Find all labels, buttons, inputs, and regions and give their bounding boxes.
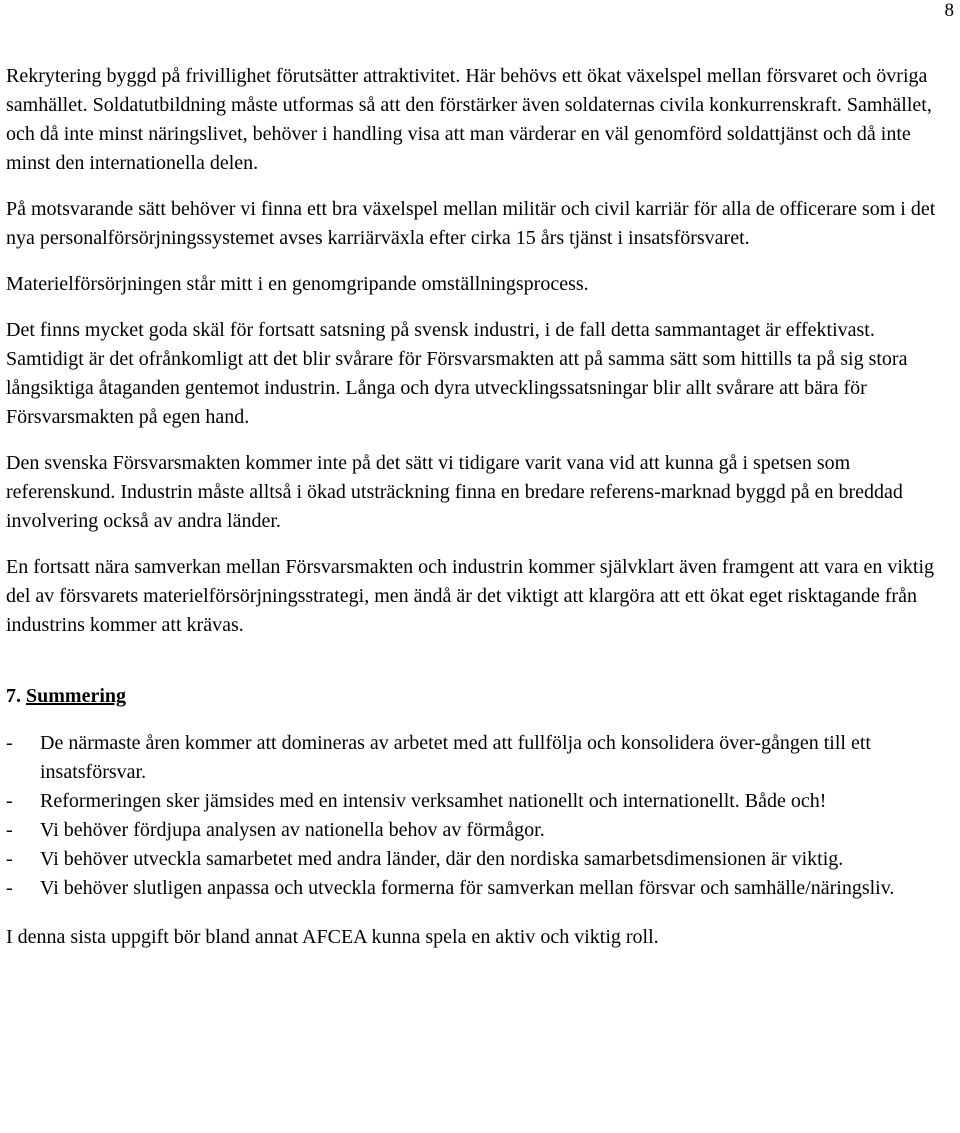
dash-marker: - xyxy=(6,790,13,812)
paragraph-closing: I denna sista uppgift bör bland annat AFCEA kunna spela en aktiv och viktig roll. xyxy=(6,926,659,948)
dash-marker: - xyxy=(6,877,13,899)
document-body xyxy=(6,62,954,969)
list-item-text: Vi behöver slutligen anpassa och utveckla formerna för samverkan mellan försvar och samhälle/näringsliv. xyxy=(40,877,895,899)
page-number: 8 xyxy=(944,0,954,21)
list-item xyxy=(6,787,954,816)
dash-marker: - xyxy=(6,819,13,841)
paragraph-recruitment: Rekrytering byggd på frivillighet förutsätter attraktivitet. Här behövs ett ökat växelspel mellan försvaret och övriga samhället. Soldatutbildning måste utformas så att den förstärker även soldaternas civila konkurrenskraft. Samhället, och då inte minst näringslivet, behöver i handling visa att man värderar en väl genomförd soldattjänst och då inte minst den internationella delen. xyxy=(6,65,932,174)
list-item xyxy=(6,874,954,903)
list-item-text: Vi behöver fördjupa analysen av nationella behov av förmågor. xyxy=(40,819,545,841)
paragraph-industry: Det finns mycket goda skäl för fortsatt satsning på svensk industri, i de fall detta sammantaget är effektivast. Samtidigt är det ofrånkomligt att det blir svårare för Försvarsmakten att på samma sätt som hittills ta på sig stora långsiktiga åtaganden gentemot industrin. Långa och dyra utvecklingssatsningar blir allt svårare att bära för Försvarsmakten på egen hand. xyxy=(6,319,908,428)
list-item xyxy=(6,729,954,787)
list-item-text: De närmaste åren kommer att domineras av arbetet med att fullfölja och konsolidera över-gången till ett insatsförsvar. xyxy=(40,732,871,783)
section-title: Summering xyxy=(26,685,126,707)
paragraph-career: På motsvarande sätt behöver vi finna ett bra växelspel mellan militär och civil karriär för alla de officerare som i det nya personalförsörjningssystemet avses karriärväxla efter cirka 15 års tjänst i insatsförsvaret. xyxy=(6,198,936,249)
paragraph-cooperation: En fortsatt nära samverkan mellan Försvarsmakten och industrin kommer självklart även framgent att vara en viktig del av försvarets materielförsörjningsstrategi, men ändå är det viktigt att klargöra att ett ökat eget risktagande från industrins kommer att krävas. xyxy=(6,556,935,636)
list-item xyxy=(6,816,954,845)
paragraph-reference-customer: Den svenska Försvarsmakten kommer inte på det sätt vi tidigare varit vana vid att kunna gå i spetsen som referenskund. Industrin måste alltså i ökad utsträckning finna en bredare referens-marknad byggd på en breddad involvering också av andra länder. xyxy=(6,452,903,532)
section-number: 7. xyxy=(6,685,21,707)
list-item xyxy=(6,845,954,874)
paragraph-materiel: Materielförsörjningen står mitt i en genomgripande omställningsprocess. xyxy=(6,273,589,295)
section-heading xyxy=(6,682,954,711)
summary-list xyxy=(6,729,954,903)
list-item-text: Vi behöver utveckla samarbetet med andra länder, där den nordiska samarbetsdimensionen är viktig. xyxy=(40,848,844,870)
dash-marker: - xyxy=(6,732,13,754)
list-item-text: Reformeringen sker jämsides med en intensiv verksamhet nationellt och internationellt. Både och! xyxy=(40,790,827,812)
dash-marker: - xyxy=(6,848,13,870)
